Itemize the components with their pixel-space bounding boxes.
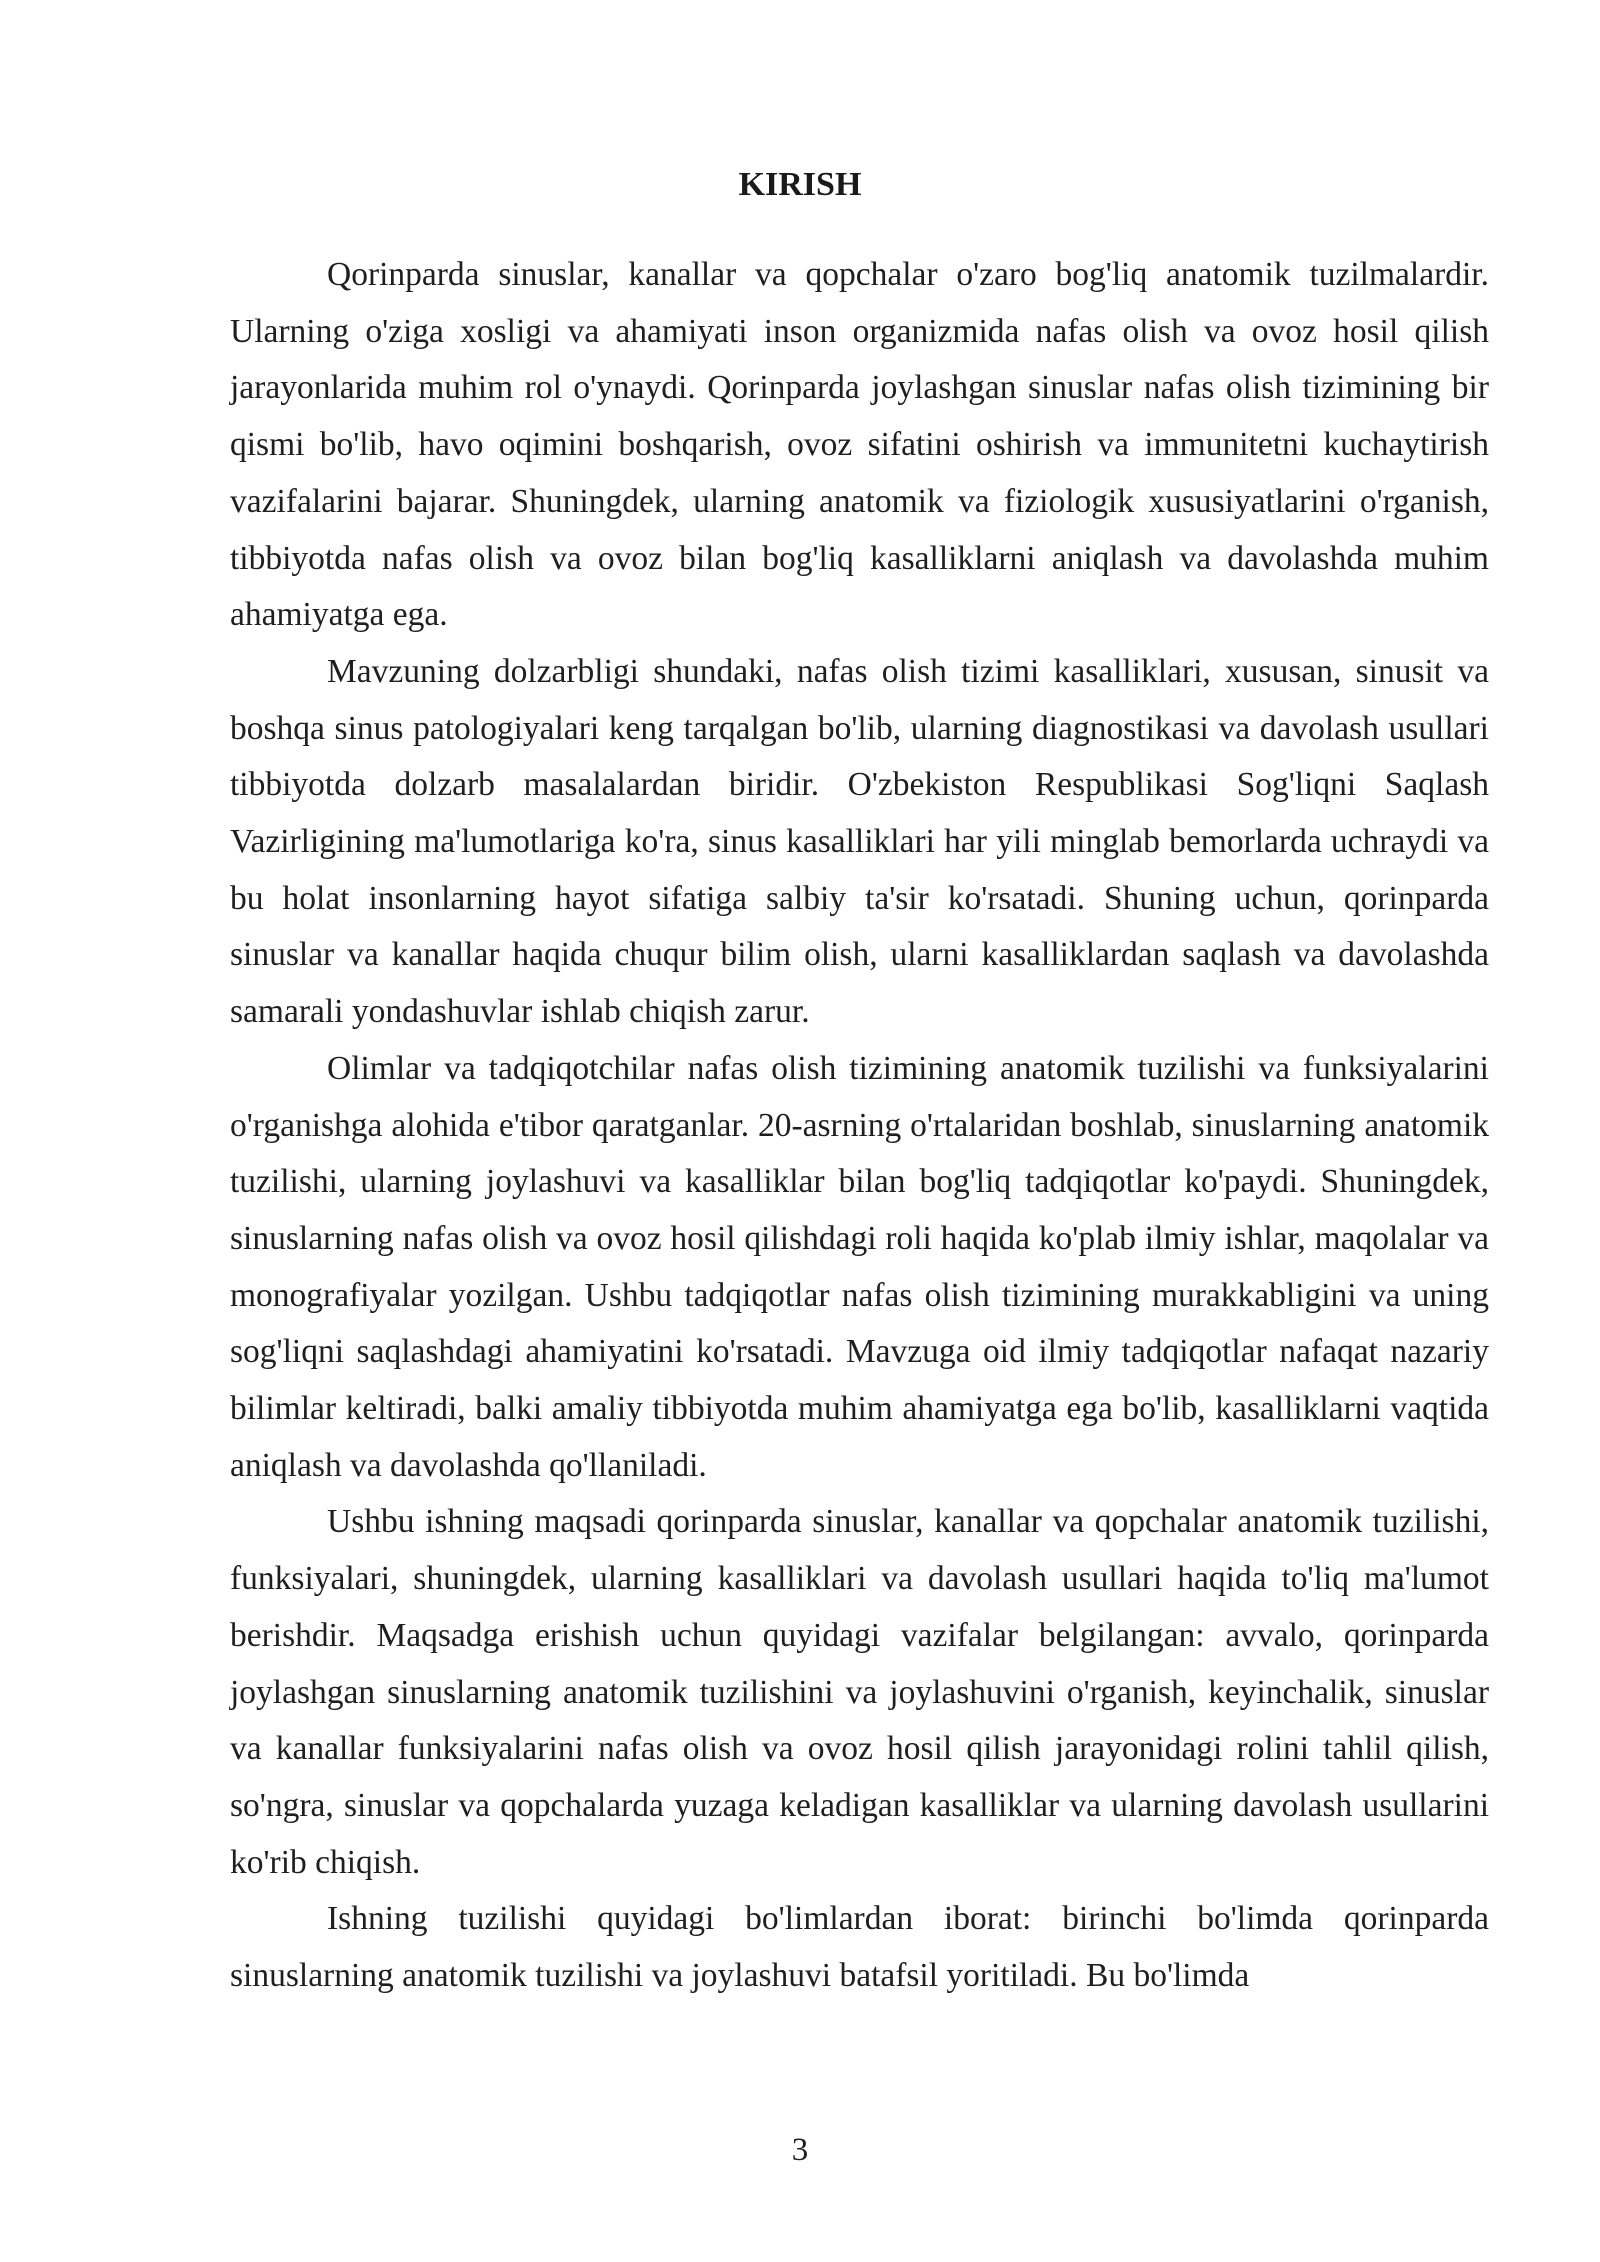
paragraph-5: Ishning tuzilishi quyidagi bo'limlardan iborat: birinchi bo'limda qorinparda sinuslarning anatomik tuzilishi va joylashuvi batafsil yoritiladi. Bu bo'limda	[230, 1900, 1489, 1995]
page-number: 3	[791, 2132, 809, 2168]
section-heading: KIRISH	[738, 166, 862, 203]
paragraph-1: Qorinparda sinuslar, kanallar va qopchalar o'zaro bog'liq anatomik tuzilmalardir. Ularning o'ziga xosligi va ahamiyati inson organizmida nafas olish va ovoz hosil qilish jarayonlarida muhim rol o'ynaydi. Qorinparda joylashgan sinuslar nafas olish tizimining bir qismi bo'lib, havo oqimini boshqarish, ovoz sifatini oshirish va immunitetni kuchaytirish vazifalarini bajarar. Shuningdek, ularning anatomik va fiziologik xususiyatlarini o'rganish, tibbiyotda nafas olish va ovoz bilan bog'liq kasalliklarni aniqlash va davolashda muhim ahamiyatga ega.	[230, 256, 1489, 634]
paragraph-4: Ushbu ishning maqsadi qorinparda sinuslar, kanallar va qopchalar anatomik tuzilishi, funksiyalari, shuningdek, ularning kasalliklari va davolash usullari haqida to'liq ma'lumot berishdir. Maqsadga erishish uchun quyidagi vazifalar belgilangan: avvalo, qorinparda joylashgan sinuslarning anatomik tuzilishini va joylashuvini o'rganish, keyinchalik, sinuslar va kanallar funksiyalarini nafas olish va ovoz hosil qilish jarayonidagi rolini tahlil qilish, so'ngra, sinuslar va qopchalarda yuzaga keladigan kasalliklar va ularning davolash usullarini ko'rib chiqish.	[230, 1503, 1489, 1881]
paragraph-3: Olimlar va tadqiqotchilar nafas olish tizimining anatomik tuzilishi va funksiyalarini o'rganishga alohida e'tibor qaratganlar. 20-asrning o'rtalaridan boshlab, sinuslarning anatomik tuzilishi, ularning joylashuvi va kasalliklar bilan bog'liq tadqiqotlar ko'paydi. Shuningdek, sinuslarning nafas olish va ovoz hosil qilishdagi roli haqida ko'plab ilmiy ishlar, maqolalar va monografiyalar yozilgan. Ushbu tadqiqotlar nafas olish tizimining murakkabligini va uning sog'liqni saqlashdagi ahamiyatini ko'rsatadi. Mavzuga oid ilmiy tadqiqotlar nafaqat nazariy bilimlar keltiradi, balki amaliy tibbiyotda muhim ahamiyatga ega bo'lib, kasalliklarni vaqtida aniqlash va davolashda qo'llaniladi.	[230, 1049, 1489, 1484]
body-text	[230, 247, 1489, 2005]
paragraph-2: Mavzuning dolzarbligi shundaki, nafas olish tizimi kasalliklari, xususan, sinusit va boshqa sinus patologiyalari keng tarqalgan bo'lib, ularning diagnostikasi va davolash usullari tibbiyotda dolzarb masalalardan biridir. O'zbekiston Respublikasi Sog'liqni Saqlash Vazirligining ma'lumotlariga ko'ra, sinus kasalliklari har yili minglab bemorlarda uchraydi va bu holat insonlarning hayot sifatiga salbiy ta'sir ko'rsatadi. Shuning uchun, qorinparda sinuslar va kanallar haqida chuqur bilim olish, ularni kasalliklardan saqlash va davolashda samarali yondashuvlar ishlab chiqish zarur.	[230, 652, 1489, 1031]
